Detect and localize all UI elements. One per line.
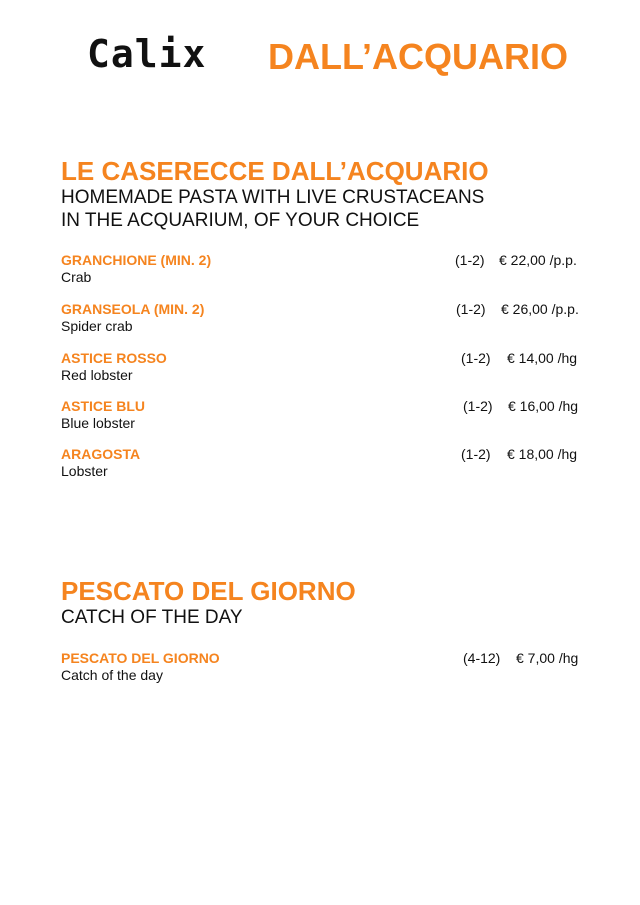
section-caserecce <box>61 156 581 486</box>
item-english: Lobster <box>61 463 108 479</box>
item-english: Red lobster <box>61 367 133 383</box>
item-price: € 7,00 /hg <box>516 650 579 666</box>
item-portion: (1-2) <box>461 350 491 366</box>
item-portion: (1-2) <box>461 446 491 462</box>
item-price: € 18,00 /hg <box>507 446 578 462</box>
logo: Calix <box>87 32 207 76</box>
page-title: DALL’ACQUARIO <box>268 36 568 77</box>
section-subtitle-line: HOMEMADE PASTA WITH LIVE CRUSTACEANS <box>61 187 485 208</box>
item-english: Catch of the day <box>61 667 163 683</box>
item-name: PESCATO DEL GIORNO <box>61 650 220 666</box>
item-portion: (1-2) <box>455 252 485 268</box>
menu-item-astice-rosso <box>61 350 581 390</box>
item-portion: (1-2) <box>463 398 493 414</box>
menu-item-astice-blu <box>61 398 581 438</box>
item-price: € 22,00 /p.p. <box>499 252 577 268</box>
section-title: PESCATO DEL GIORNO <box>61 576 356 606</box>
menu-item-pescato <box>61 650 581 690</box>
item-english: Blue lobster <box>61 415 135 431</box>
item-price: € 14,00 /hg <box>507 350 578 366</box>
section-pescato <box>61 576 581 686</box>
menu-item-granchione <box>61 252 581 292</box>
item-name: ARAGOSTA <box>61 446 141 462</box>
item-price: € 26,00 /p.p. <box>501 301 579 317</box>
section-subtitle-line: IN THE ACQUARIUM, OF YOUR CHOICE <box>61 210 420 231</box>
menu-item-aragosta <box>61 446 581 486</box>
item-name: ASTICE ROSSO <box>61 350 167 366</box>
item-name: ASTICE BLU <box>61 398 145 414</box>
item-english: Crab <box>61 269 92 285</box>
item-english: Spider crab <box>61 318 133 334</box>
item-portion: (4-12) <box>463 650 501 666</box>
item-portion: (1-2) <box>456 301 486 317</box>
item-name: GRANSEOLA (MIN. 2) <box>61 301 205 317</box>
item-name: GRANCHIONE (MIN. 2) <box>61 252 212 268</box>
menu-item-granseola <box>61 301 581 341</box>
section-subtitle-line: CATCH OF THE DAY <box>61 607 243 628</box>
section-title: LE CASERECCE DALL’ACQUARIO <box>61 156 489 186</box>
item-price: € 16,00 /hg <box>508 398 579 414</box>
